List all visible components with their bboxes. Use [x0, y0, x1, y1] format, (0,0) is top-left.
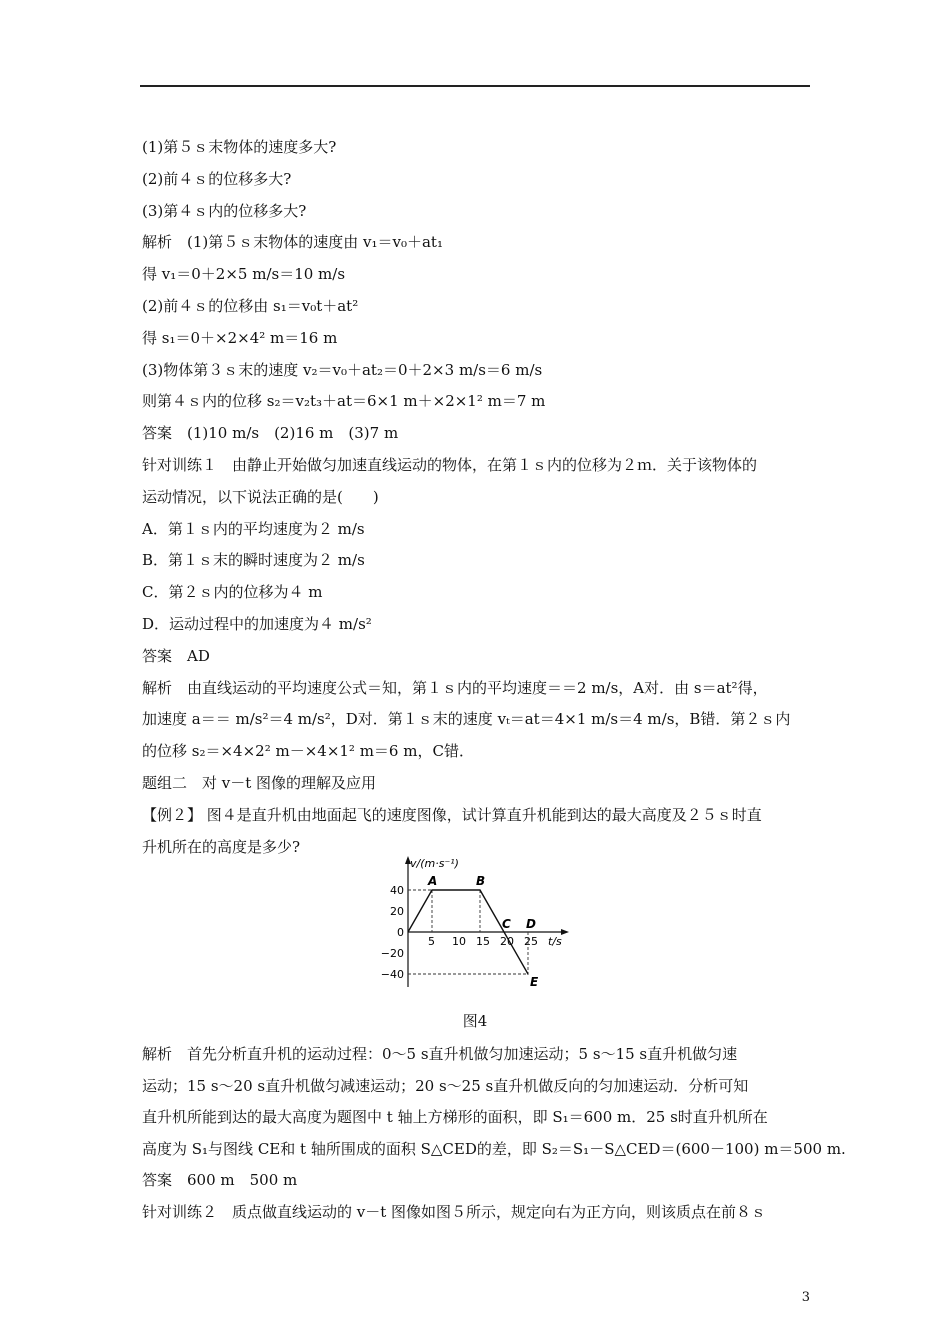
text-line: (3)物体第３ｓ末的速度 v₂＝v₀＋at₂＝0＋2×3 m/s＝6 m/s	[142, 360, 543, 379]
y-tick-label: 40	[390, 884, 404, 897]
text-line: 加速度 a＝＝ m/s²＝4 m/s²，D对．第１ｓ末的速度 vₜ＝at＝4×1 m/s＝4 m/s，B错．第２ｓ内	[142, 710, 791, 729]
text-line: (1)第５ｓ末物体的速度多大?	[142, 138, 337, 156]
text-line: (3)第４ｓ内的位移多大?	[142, 201, 307, 220]
text-line: C．第２ｓ内的位移为４ m	[142, 583, 323, 602]
text-line: D．运动过程中的加速度为４ m/s²	[142, 615, 372, 633]
text-line: 针对训练２ 质点做直线运动的 v－t 图像如图５所示，规定向右为正方向，则该质点在前８ｓ	[142, 1203, 767, 1221]
velocity-time-graph	[368, 852, 580, 992]
text-line: 高度为 S₁与图线 CE和 t 轴所围成的面积 S△CED的差，即 S₂＝S₁－S△CED＝(600－100) m＝500 m.	[142, 1139, 846, 1158]
text-line: 解析 首先分析直升机的运动过程：0～5 s直升机做匀加速运动；5 s～15 s直升机做匀速	[142, 1045, 738, 1063]
text-line: 的位移 s₂＝×4×2² m－×4×1² m＝6 m，C错．	[142, 742, 474, 761]
text-line: 运动情况，以下说法正确的是( )	[142, 487, 379, 506]
figure-caption: 图4	[462, 1012, 488, 1030]
y-tick-label: −20	[380, 947, 404, 960]
point-label: A	[428, 874, 438, 888]
point-label: C	[502, 917, 511, 931]
x-axis-label: t/s	[548, 935, 562, 948]
x-tick-label: 10	[452, 935, 466, 948]
text-line: (2)前４ｓ的位移多大?	[142, 169, 292, 188]
text-line: A．第１ｓ内的平均速度为２ m/s	[142, 519, 365, 538]
x-tick-label: 25	[524, 935, 538, 948]
y-axis-label: v/(m·s⁻¹)	[410, 857, 459, 870]
text-line: 得 v₁＝0＋2×5 m/s＝10 m/s	[142, 265, 346, 284]
text-line: 答案 AD	[142, 646, 210, 665]
y-tick-label: 20	[390, 905, 404, 918]
point-label: D	[526, 917, 536, 931]
text-line: 【例２】 图４是直升机由地面起飞的速度图像，试计算直升机能到达的最大高度及２５ｓ时直	[142, 805, 762, 824]
x-tick-label: 5	[428, 935, 435, 948]
text-line: B．第１ｓ末的瞬时速度为２ m/s	[142, 551, 365, 570]
text-line: 解析 (1)第５ｓ末物体的速度由 v₁＝v₀＋at₁	[142, 233, 443, 252]
point-label: B	[476, 874, 486, 888]
text-line: 答案 (1)10 m/s (2)16 m (3)7 m	[142, 424, 399, 443]
header-rule	[140, 85, 810, 87]
text-line: (2)前４ｓ的位移由 s₁＝v₀t＋at²	[142, 297, 359, 315]
page-number: 3	[801, 1290, 810, 1305]
text-line: 解析 由直线运动的平均速度公式＝知，第１ｓ内的平均速度＝＝2 m/s，A对．由 s＝at²得，	[142, 678, 768, 697]
text-line: 题组二 对 v－t 图像的理解及应用	[142, 774, 377, 792]
x-tick-label: 15	[476, 935, 490, 948]
y-tick-label: −40	[380, 968, 404, 981]
y-tick-label: 0	[397, 926, 404, 939]
text-line: 则第４ｓ内的位移 s₂＝v₂t₃＋at＝6×1 m＋×2×1² m＝7 m	[142, 392, 546, 411]
x-axis-arrow	[561, 929, 569, 935]
text-line: 针对训练１ 由静止开始做匀加速直线运动的物体，在第１ｓ内的位移为２ｍ．关于该物体的	[142, 456, 758, 474]
text-line: 答案 600 m 500 m	[142, 1171, 298, 1190]
x-tick-label: 20	[500, 935, 514, 948]
text-line: 升机所在的高度是多少?	[142, 837, 301, 856]
text-line: 直升机所能到达的最大高度为题图中 t 轴上方梯形的面积，即 S₁＝600 m．25 s时直升机所在	[142, 1108, 768, 1127]
point-label: E	[530, 975, 539, 989]
text-line: 运动；15 s～20 s直升机做匀减速运动；20 s～25 s直升机做反向的匀加速运动．分析可知	[142, 1076, 749, 1095]
graph-svg	[368, 852, 580, 992]
text-line: 得 s₁＝0＋×2×4² m＝16 m	[142, 328, 338, 347]
